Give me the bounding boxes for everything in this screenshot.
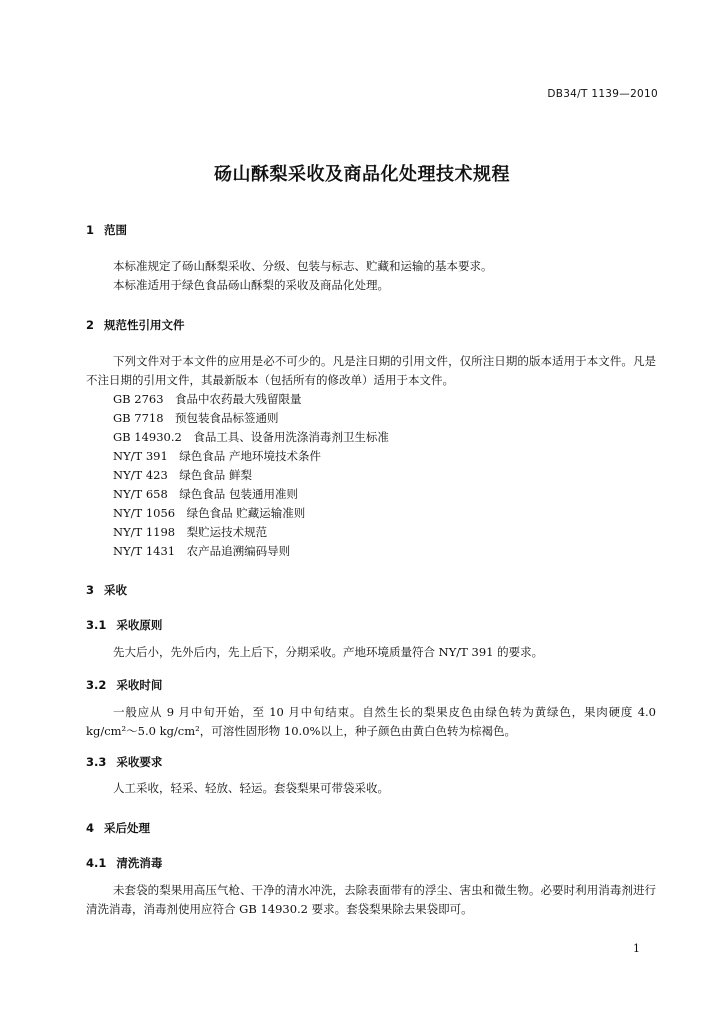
reference-item: NY/T 423 绿色食品 鲜梨 [113,468,252,482]
section-4-1-number: 4.1 [86,856,107,870]
reference-item: GB 7718 预包装食品标签通则 [113,411,279,425]
section-3-2-heading [86,677,162,693]
section-3-1-text: 先大后小，先外后内，先上后下，分期采收。产地环境质量符合 NY/T 391 的要求。 [113,645,544,659]
section-3-1-number: 3.1 [86,618,107,632]
reference-item: NY/T 1431 农产品追溯编码导则 [113,544,291,558]
section-3-2-number: 3.2 [86,678,107,692]
reference-item: NY/T 391 绿色食品 产地环境技术条件 [113,449,321,463]
section-3-2-title: 采收时间 [116,678,163,692]
section-1-title: 范围 [104,223,128,237]
reference-item: NY/T 1198 梨贮运技术规范 [113,525,268,539]
reference-item: NY/T 658 绿色食品 包装通用准则 [113,487,298,501]
reference-item: GB 2763 食品中农药最大残留限量 [113,392,302,406]
section-4-number: 4 [86,821,95,835]
section-4-1-heading [86,855,162,871]
section-1-paragraph-1: 本标准规定了砀山酥梨采收、分级、包装与标志、贮藏和运输的基本要求。 [113,259,493,273]
section-2-number: 2 [86,318,95,332]
section-3-1-title: 采收原则 [116,618,163,632]
section-3-number: 3 [86,583,95,597]
document-title: 砀山酥梨采收及商品化处理技术规程 [214,164,510,185]
section-2-title: 规范性引用文件 [104,318,185,332]
section-4-title: 采后处理 [104,821,151,835]
section-4-1-title: 清洗消毒 [116,856,163,870]
section-3-1-heading [86,617,162,633]
section-1-heading [86,222,127,238]
section-1-paragraph-2: 本标准适用于绿色食品砀山酥梨的采收及商品化处理。 [113,278,389,292]
section-4-1-text: 未套袋的梨果用高压气枪、干净的清水冲洗，去除表面带有的浮尘、害虫和微生物。必要时利用消毒剂进行清洗消毒，消毒剂使用应符合 GB 14930.2 要求。套袋梨果除去果袋即可。 [86,883,656,916]
reference-item: NY/T 1056 绿色食品 贮藏运输准则 [113,506,306,520]
section-2-heading [86,317,185,333]
section-3-2-text: 一般应从 9 月中旬开始，至 10 月中旬结束。自然生长的梨果皮色由绿色转为黄绿色，果肉硬度 4.0 kg/cm²～5.0 kg/cm²，可溶性固形物 10.0%以上，种子颜色由黄白色转为棕褐色。 [86,705,656,738]
page-number: 1 [633,942,640,955]
section-2-intro: 下列文件对于本文件的应用是必不可少的。凡是注日期的引用文件，仅所注日期的版本适用于本文件。凡是不注日期的引用文件，其最新版本（包括所有的修改单）适用于本文件。 [86,354,656,387]
section-3-3-heading [86,754,162,770]
standard-code: DB34/T 1139—2010 [547,88,658,100]
section-3-3-title: 采收要求 [116,755,163,769]
section-3-3-number: 3.3 [86,755,107,769]
section-3-heading [86,582,127,598]
section-4-heading [86,820,150,836]
section-3-3-text: 人工采收，轻采、轻放、轻运。套袋梨果可带袋采收。 [113,781,389,795]
reference-item: GB 14930.2 食品工具、设备用洗涤消毒剂卫生标准 [113,430,389,444]
section-1-number: 1 [86,223,95,237]
section-3-title: 采收 [104,583,128,597]
